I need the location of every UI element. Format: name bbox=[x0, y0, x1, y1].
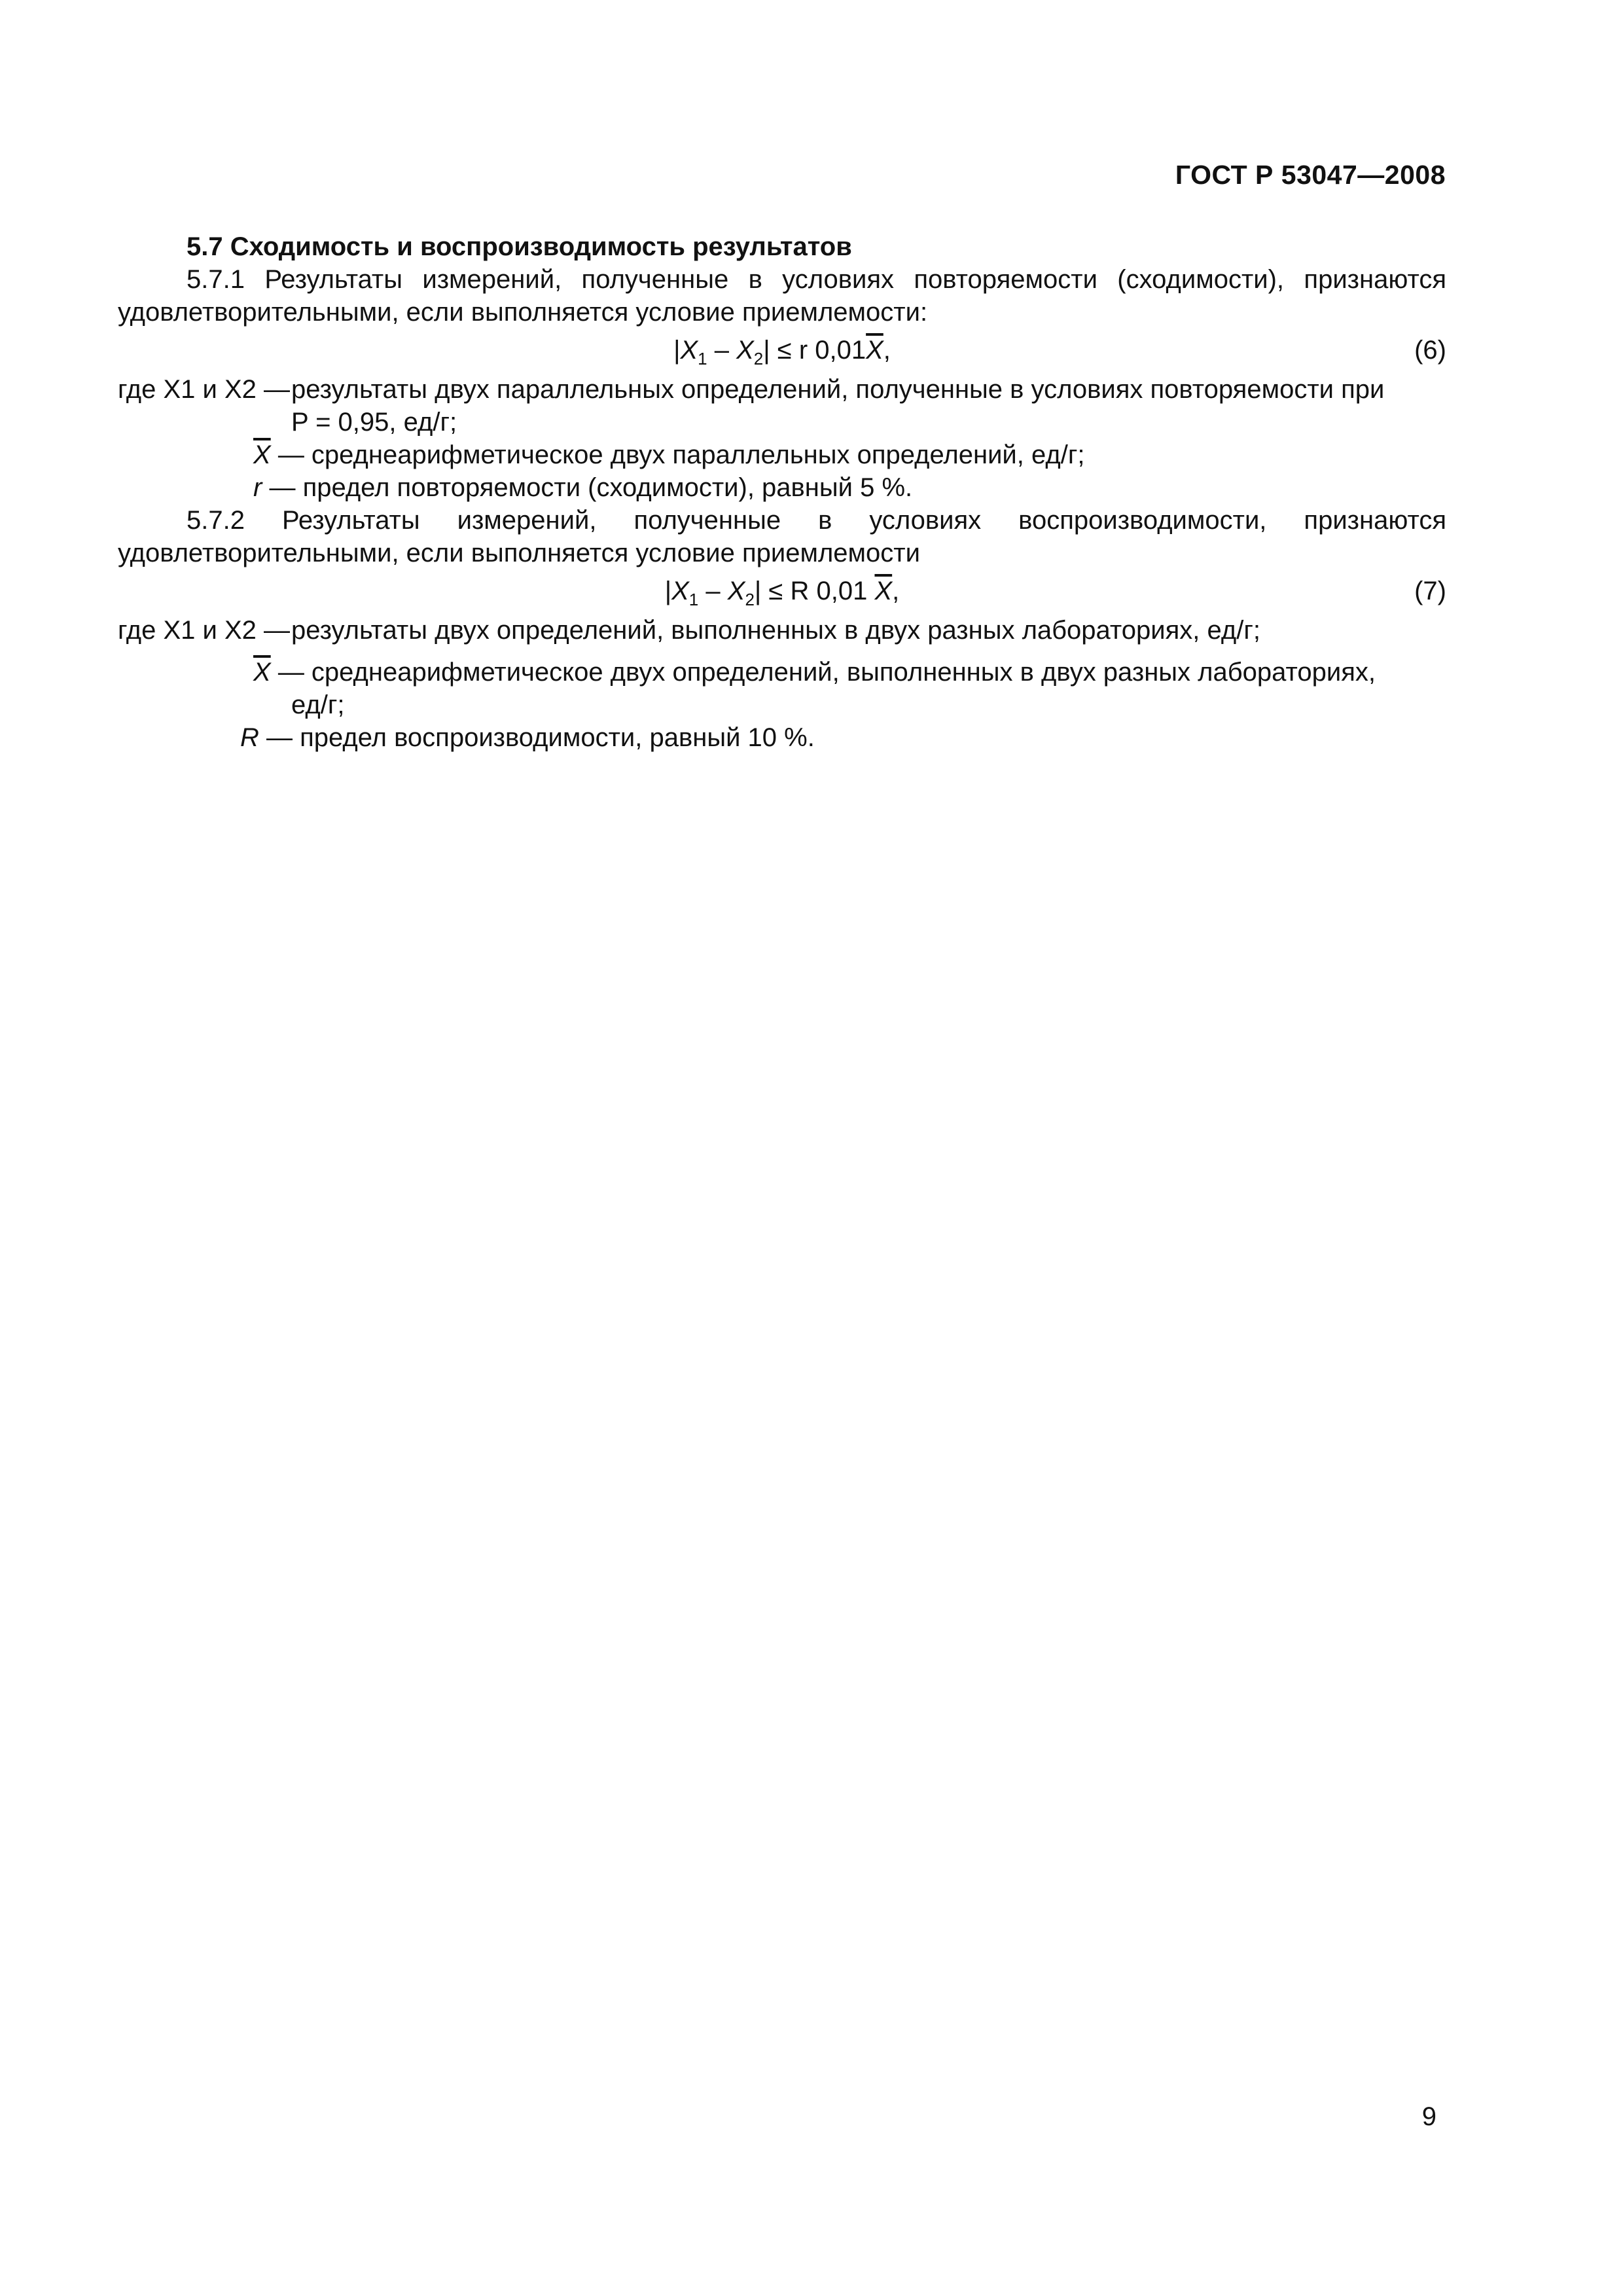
spacer bbox=[118, 647, 1446, 656]
R-symbol: R bbox=[240, 723, 259, 752]
paragraph-5-7-2: 5.7.2 Результаты измерений, полученные в условиях воспроизводимости, признаются удовлетворительными, если выполняется условие приемлемости bbox=[118, 506, 1446, 567]
section-title: 5.7 Сходимость и воспроизводимость результатов bbox=[187, 232, 852, 261]
definition-r bbox=[118, 471, 1446, 504]
definition-xbar-7 bbox=[118, 656, 1446, 689]
xbar-symbol-7: $\overline{X}$ bbox=[253, 658, 271, 687]
where-lead-7: где X1 и X2 — bbox=[118, 616, 291, 645]
where-text-6: результаты двух параллельных определений, полученные в условиях повторяемости при bbox=[291, 375, 1385, 404]
definition-xbar-7-continuation: ед/г; bbox=[291, 691, 345, 719]
equation-number-7: (7) bbox=[1414, 577, 1446, 605]
formula-6-x1: X bbox=[680, 336, 698, 365]
definition-R-text: — предел воспроизводимости, равный 10 %. bbox=[266, 723, 815, 752]
formula-7-xbar: $\overline{X}$ bbox=[874, 577, 893, 605]
definition-xbar-6-text: — среднеарифметическое двух параллельных определений, ед/г; bbox=[277, 440, 1085, 469]
definition-xbar-7-text: — среднеарифметическое двух определений, выполненных в двух разных лабораториях, bbox=[277, 658, 1376, 687]
paragraph-5-7-1: 5.7.1 Результаты измерений, полученные в условиях повторяемости (сходимости), признаются удовлетворительными, если выполняется условие приемлемости: bbox=[118, 265, 1446, 327]
formula-6-row bbox=[118, 331, 1446, 373]
formula-7-row bbox=[118, 572, 1446, 614]
formula-6-sub2: 2 bbox=[753, 349, 764, 368]
where-x1-x2-definition-6 bbox=[118, 373, 1446, 406]
xbar-symbol-6: $\overline{X}$ bbox=[253, 440, 271, 469]
formula-7: $|X_1 - X_2| \le R$ 0,01 $\overline{X}$, bbox=[664, 577, 900, 609]
where-lead-6: где X1 и X2 — bbox=[118, 375, 291, 404]
equation-number-6: (6) bbox=[1414, 336, 1446, 365]
page-content bbox=[118, 230, 1446, 754]
formula-6-sub1: 1 bbox=[698, 349, 707, 368]
formula-7-sub1: 1 bbox=[688, 590, 699, 609]
definition-xbar-6 bbox=[118, 439, 1446, 471]
formula-7-end: , bbox=[892, 577, 900, 605]
formula-6-tail: ≤ r 0,01 bbox=[770, 336, 866, 365]
standard-code-header: ГОСТ Р 53047—2008 bbox=[1175, 160, 1446, 190]
definition-r-text: — предел повторяемости (сходимости), равный 5 %. bbox=[269, 473, 913, 502]
formula-7-x2: X bbox=[727, 577, 745, 605]
formula-7-x1: X bbox=[671, 577, 689, 605]
formula-6-x2: X bbox=[736, 336, 754, 365]
page-number: 9 bbox=[1421, 2102, 1436, 2131]
where-continuation-6: P = 0,95, ед/г; bbox=[291, 408, 457, 437]
formula-6-xbar: $\overline{X}$ bbox=[866, 336, 883, 365]
where-text-7: результаты двух определений, выполненных в двух разных лабораториях, ед/г; bbox=[291, 616, 1261, 645]
where-x1-x2-definition-7 bbox=[118, 614, 1446, 647]
formula-7-tail: ≤ R 0,01 bbox=[761, 577, 875, 605]
formula-6-end: , bbox=[883, 336, 891, 365]
definition-R bbox=[118, 721, 1446, 754]
r-symbol: r bbox=[253, 473, 262, 502]
formula-7-sub2: 2 bbox=[745, 590, 755, 609]
formula-6: $|X_1 - X_2| \le r$ $0,01\overline{X}$, bbox=[673, 336, 891, 368]
